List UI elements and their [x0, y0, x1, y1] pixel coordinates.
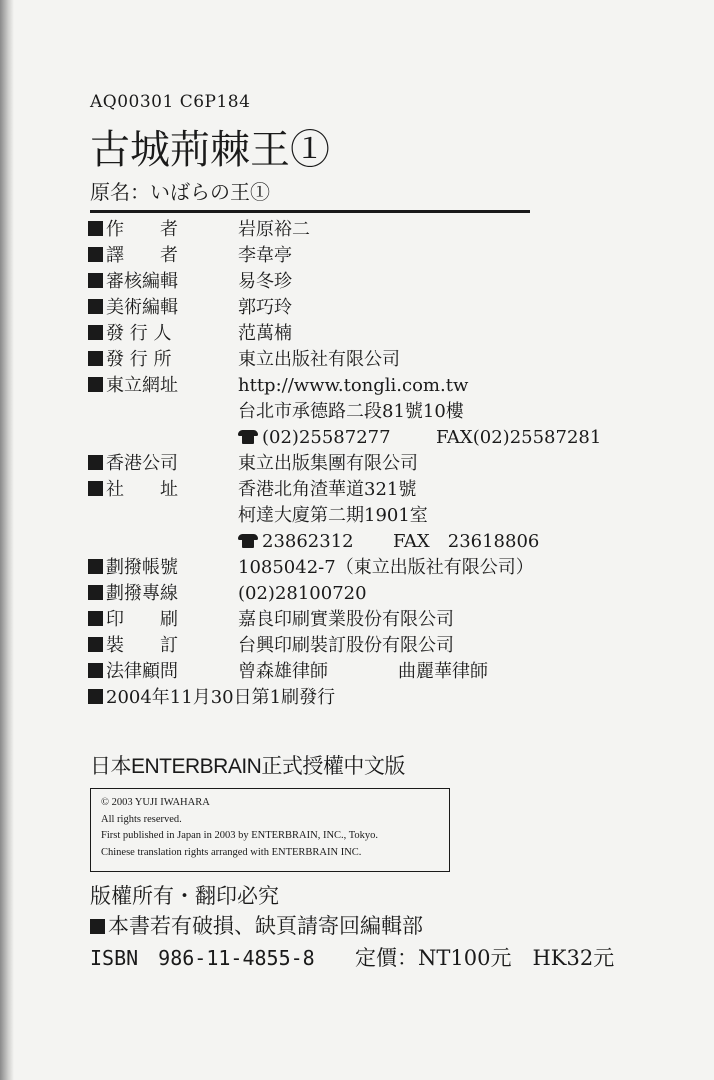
fax-number: FAX 23618806	[393, 531, 540, 552]
square-bullet-icon	[88, 611, 103, 626]
credit-label-text: 發 行 人	[106, 323, 172, 344]
isbn: ISBN 986-11-4855-8	[90, 946, 315, 970]
damage-notice-text: 本書若有破損、缺頁請寄回編輯部	[108, 914, 423, 938]
copyright-line: © 2003 YUJI IWAHARA	[101, 797, 210, 808]
square-bullet-icon	[88, 247, 103, 262]
credit-value: 岩原裕二	[238, 219, 310, 240]
credit-value: 1085042-7（東立出版社有限公司）	[238, 557, 534, 578]
title-divider	[90, 210, 530, 213]
credit-value: 范萬楠	[238, 323, 292, 344]
copyright-box	[90, 788, 450, 872]
damage-notice	[90, 910, 423, 940]
original-title: 原名：いばらの王①	[90, 180, 270, 204]
square-bullet-icon	[88, 221, 103, 236]
page-edge-shadow	[0, 0, 14, 1080]
price: 定價：NT100元 HK32元	[355, 946, 615, 970]
credit-value: (02)28100720	[238, 583, 367, 604]
credit-label	[88, 634, 178, 658]
square-bullet-icon	[88, 455, 103, 470]
credit-value: 嘉良印刷實業股份有限公司	[238, 609, 454, 630]
credit-label	[88, 452, 178, 476]
credit-label-text: 發 行 所	[106, 349, 172, 370]
credit-value: 郭巧玲	[238, 297, 292, 318]
square-bullet-icon	[88, 663, 103, 678]
book-title: 古城荊棘王①	[90, 127, 330, 173]
copyright-line: First published in Japan in 2003 by ENTERBRAIN, INC., Tokyo.	[101, 830, 379, 841]
telephone-icon	[238, 534, 258, 548]
square-bullet-icon	[88, 689, 103, 704]
square-bullet-icon	[88, 637, 103, 652]
credit-label-text: 作 者	[106, 219, 178, 240]
square-bullet-icon	[88, 325, 103, 340]
credit-label-text: 裝 訂	[106, 635, 178, 656]
square-bullet-icon	[88, 481, 103, 496]
square-bullet-icon	[88, 351, 103, 366]
rights-notice: 版權所有・翻印必究	[90, 884, 279, 908]
credit-value: 台北市承德路二段81號10樓	[238, 401, 464, 422]
credit-label-text: 社 址	[106, 479, 178, 500]
credit-label-text: 譯 者	[106, 245, 178, 266]
telephone-icon	[238, 430, 258, 444]
credit-value: 李韋亭	[238, 245, 292, 266]
square-bullet-icon	[88, 273, 103, 288]
square-bullet-icon	[88, 585, 103, 600]
credit-label	[88, 686, 335, 710]
credit-label	[88, 582, 178, 606]
copyright-line: Chinese translation rights arranged with ENTERBRAIN INC.	[101, 846, 362, 858]
credit-label-text: 2004年11月30日第1刷發行	[106, 687, 336, 708]
credit-label-text: 劃撥帳號	[106, 557, 178, 578]
credit-label-text: 審核編輯	[106, 271, 178, 292]
credit-label	[88, 660, 178, 684]
credit-value: http://www.tongli.com.tw	[238, 375, 469, 396]
credit-label-text: 印 刷	[106, 609, 178, 630]
credit-value: 東立出版集團有限公司	[238, 453, 418, 474]
phone-number	[238, 530, 354, 554]
credit-label	[88, 322, 171, 346]
credit-value: 東立出版社有限公司	[238, 349, 400, 370]
credit-label	[88, 218, 178, 242]
credit-value: 香港北角渣華道321號	[238, 479, 417, 500]
credit-label	[88, 374, 178, 398]
credit-value-secondary: 曲麗華律師	[398, 661, 488, 682]
square-bullet-icon	[88, 299, 103, 314]
credit-label-text: 劃撥專線	[106, 583, 178, 604]
license-line: 日本ENTERBRAIN正式授權中文版	[90, 755, 405, 778]
credit-value: 易冬珍	[238, 271, 292, 292]
credit-label-text: 香港公司	[106, 453, 178, 474]
credit-label-text: 美術編輯	[106, 297, 178, 318]
credit-label	[88, 296, 178, 320]
credit-label	[88, 556, 178, 580]
catalog-code: AQ00301 C6P184	[90, 92, 251, 112]
credit-value: 曾森雄律師	[238, 661, 328, 682]
fax-number: FAX(02)25587281	[436, 427, 602, 448]
phone-text: 23862312	[262, 531, 354, 552]
credit-label	[88, 478, 178, 502]
credit-label	[88, 608, 178, 632]
square-bullet-icon	[90, 919, 105, 934]
credit-label-text: 東立網址	[106, 375, 178, 396]
credit-label	[88, 244, 178, 268]
copyright-line: All rights reserved.	[101, 813, 182, 825]
phone-number	[238, 426, 391, 450]
square-bullet-icon	[88, 559, 103, 574]
credit-value: 柯達大廈第二期1901室	[238, 505, 428, 526]
credit-label-text: 法律顧問	[106, 661, 178, 682]
credit-label	[88, 348, 171, 372]
square-bullet-icon	[88, 377, 103, 392]
credit-value: 台興印刷裝訂股份有限公司	[238, 635, 454, 656]
phone-text: (02)25587277	[262, 427, 391, 448]
credit-label	[88, 270, 178, 294]
